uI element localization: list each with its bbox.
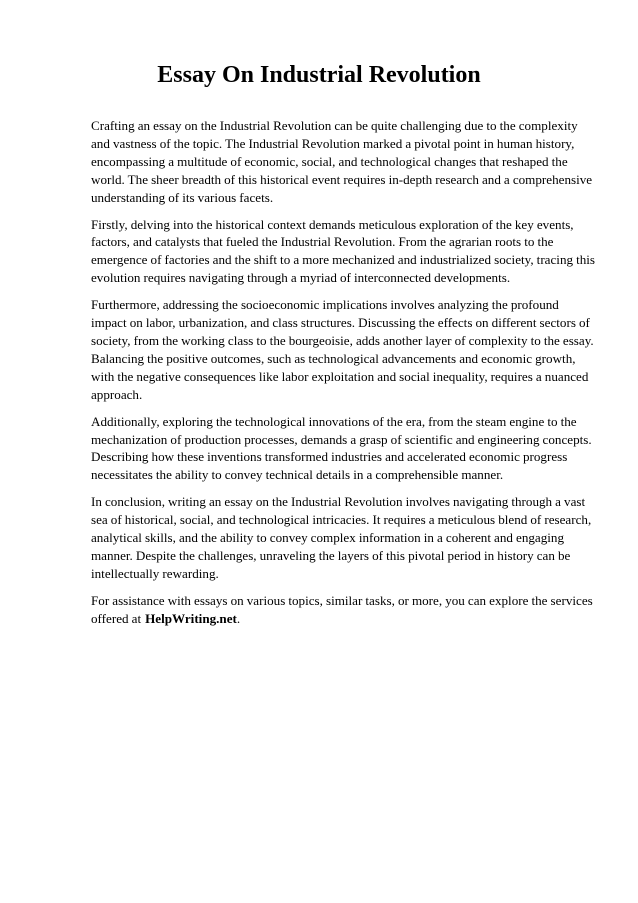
paragraph-socioeconomic: Furthermore, addressing the socioeconomic implications involves analyzing the profound impact on labor, urbanization, and class structures. Discussing the effects on different sectors of society, from the working class to the bourgeoisie, adds another layer of complexity to the essay. Balancing the positive outcomes, such as technological advancements and economic growth, with the negative consequences like labor exploitation and social inequality, requires a nuanced approach. <box>91 297 594 402</box>
closing-punctuation: . <box>236 610 241 626</box>
closing-text: For assistance with essays on various topics, similar tasks, or more, you can explore the services offered at <box>91 592 593 626</box>
paragraph-historical-context: Firstly, delving into the historical context demands meticulous exploration of the key events, factors, and catalysts that fueled the Industrial Revolution. From the agrarian roots to the emergence of factories and the shift to a more mechanized and industrialized society, tracing this evolution requires navigating through a myriad of interconnected developments. <box>91 216 596 286</box>
paragraph-closing <box>91 592 597 628</box>
paragraph-technological: Additionally, exploring the technological innovations of the era, from the steam engine to the mechanization of production processes, demands a grasp of scientific and engineering concepts. Describing how these inventions transformed industries and accelerated economic progress necessitates the ability to convey technical details in a comprehensible manner. <box>91 413 592 483</box>
essay-body <box>91 117 597 637</box>
paragraph-intro: Crafting an essay on the Industrial Revolution can be quite challenging due to the complexity and vastness of the topic. The Industrial Revolution marked a pivotal point in human history, encompassing a multitude of economic, social, and technological changes that reshaped the world. The sheer breadth of this historical event requires in-depth research and a comprehensive understanding of its various facets. <box>91 118 593 205</box>
page-title: Essay On Industrial Revolution <box>157 62 481 88</box>
paragraph-conclusion: In conclusion, writing an essay on the Industrial Revolution involves navigating through a vast sea of historical, social, and technological intricacies. It requires a meticulous blend of research, analytical skills, and the ability to convey complex information in a coherent and engaging manner. Despite the challenges, unraveling the layers of this pivotal period in history can be intellectually rewarding. <box>91 494 592 581</box>
helpwriting-link[interactable]: HelpWriting.net <box>145 610 237 626</box>
